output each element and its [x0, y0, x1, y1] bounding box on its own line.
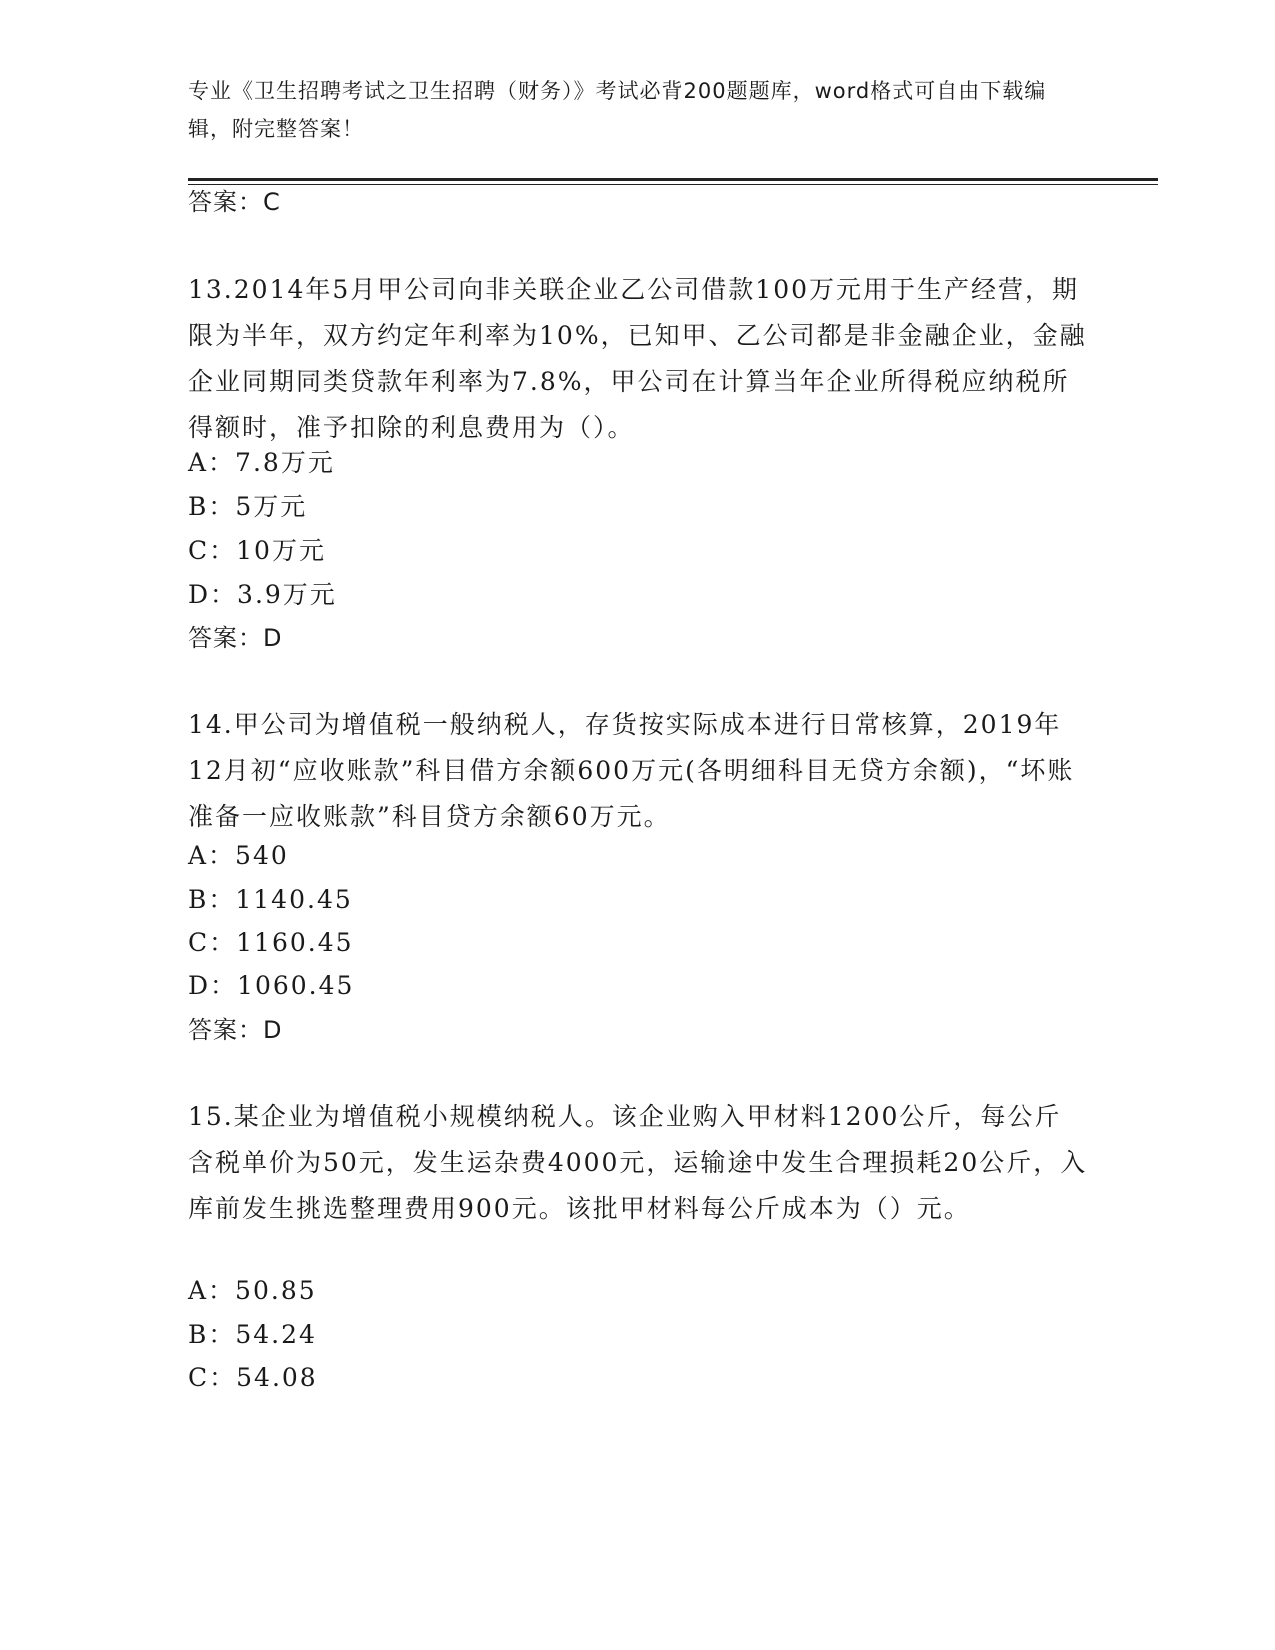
- question-13-answer: 答案：D: [188, 624, 283, 652]
- question-14-option-a: A：540: [188, 841, 289, 870]
- previous-answer: 答案：C: [188, 188, 281, 216]
- question-15-option-b: B：54.24: [188, 1320, 317, 1349]
- question-15-stem: 15.某企业为增值税小规模纳税人。该企业购入甲材料1200公斤，每公斤含税单价为50元，发生运杂费4000元，运输途中发生合理损耗20公斤，入库前发生挑选整理费用900元。该批甲材料每公斤成本为（）元。: [188, 1102, 1088, 1223]
- question-14-answer: 答案：D: [188, 1016, 283, 1044]
- question-15-option-c: C：54.08: [188, 1363, 318, 1392]
- document-header: 专业《卫生招聘考试之卫生招聘（财务）》考试必背200题题库，word格式可自由下载编辑，附完整答案！: [188, 79, 1047, 141]
- question-14-stem: 14.甲公司为增值税一般纳税人，存货按实际成本进行日常核算，2019年12月初“应收账款”科目借方余额600万元(各明细科目无贷方余额)，“坏账准备一应收账款”科目贷方余额60万元。: [188, 710, 1075, 831]
- question-13-option-d: D：3.9万元: [188, 580, 337, 609]
- header-divider-thin: [188, 184, 1158, 185]
- question-13-option-a: A：7.8万元: [188, 448, 335, 477]
- question-13-option-b: B：5万元: [188, 492, 308, 521]
- question-14-option-d: D：1060.45: [188, 971, 355, 1000]
- question-14-option-b: B：1140.45: [188, 885, 353, 914]
- header-divider-thick: [188, 178, 1158, 181]
- question-13-stem: 13.2014年5月甲公司向非关联企业乙公司借款100万元用于生产经营，期限为半年，双方约定年利率为10%，已知甲、乙公司都是非金融企业，金融企业同期同类贷款年利率为7.8%，甲公司在计算当年企业所得税应纳税所得额时，准予扣除的利息费用为（）。: [188, 275, 1087, 442]
- question-15-option-a: A：50.85: [188, 1276, 317, 1305]
- question-13-option-c: C：10万元: [188, 536, 326, 565]
- question-14-option-c: C：1160.45: [188, 928, 354, 957]
